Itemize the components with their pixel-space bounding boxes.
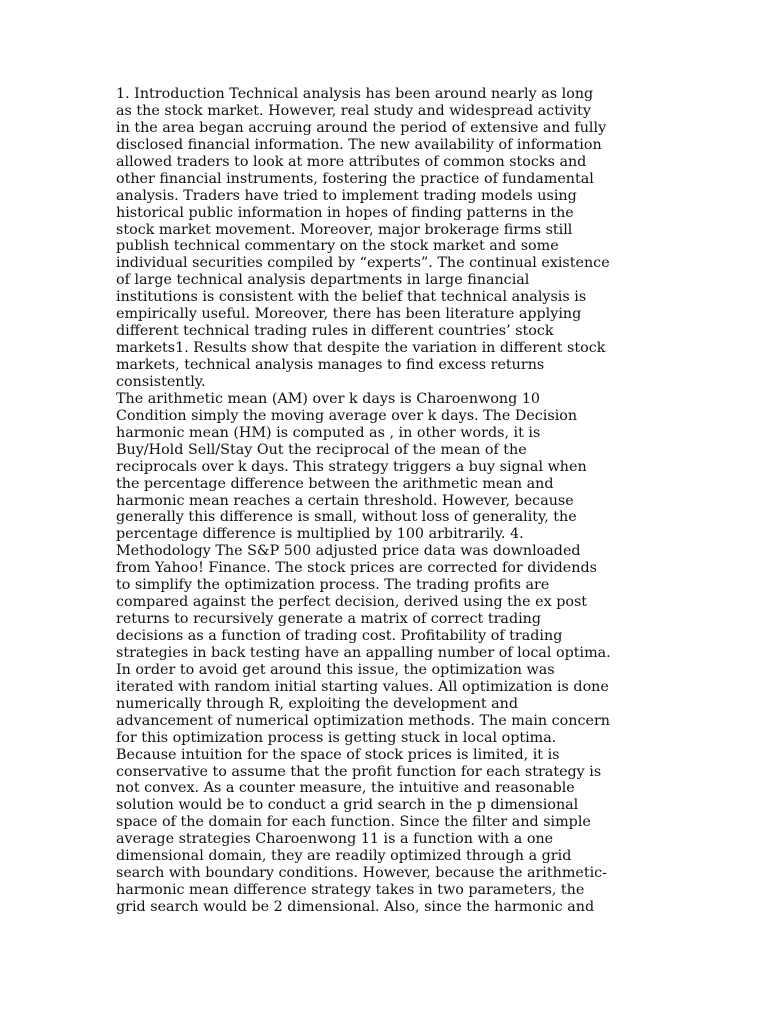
text-line: consistently. — [116, 373, 206, 390]
text-line: not convex. As a counter measure, the intuitive and reasonable — [116, 780, 575, 797]
text-line: disclosed financial information. The new availability of information — [116, 136, 602, 153]
body-text — [116, 86, 656, 916]
text-line: iterated with random initial starting values. All optimization is done — [116, 678, 609, 695]
text-line: strategies in back testing have an appalling number of local optima. — [116, 644, 611, 661]
text-line: returns to recursively generate a matrix of correct trading — [116, 611, 542, 628]
text-line: search with boundary conditions. However, because the arithmetic- — [116, 865, 608, 882]
text-line: empirically useful. Moreover, there has been literature applying — [116, 306, 582, 323]
text-line: generally this difference is small, without loss of generality, the — [116, 509, 577, 526]
text-line: historical public information in hopes of finding patterns in the — [116, 204, 574, 221]
text-line: solution would be to conduct a grid search in the p dimensional — [116, 797, 579, 814]
text-line: Because intuition for the space of stock prices is limited, it is — [116, 746, 560, 763]
text-line: percentage difference is multiplied by 100 arbitrarily. 4. — [116, 526, 524, 543]
text-line: individual securities compiled by “experts”. The continual existence — [116, 255, 610, 272]
text-line: Buy/Hold Sell/Stay Out the reciprocal of the mean of the — [116, 441, 527, 458]
text-line: reciprocals over k days. This strategy triggers a buy signal when — [116, 458, 587, 475]
text-line: Methodology The S&P 500 adjusted price data was downloaded — [116, 543, 581, 560]
text-line: 1. Introduction Technical analysis has been around nearly as long — [116, 86, 594, 102]
text-line: numerically through R, exploiting the development and — [116, 695, 518, 712]
text-line: for this optimization process is getting stuck in local optima. — [116, 729, 557, 746]
text-line: in the area began accruing around the period of extensive and fully — [116, 119, 607, 136]
text-line: markets1. Results show that despite the variation in different stock — [116, 340, 606, 357]
text-line: compared against the perfect decision, derived using the ex post — [116, 594, 588, 611]
text-line: Condition simply the moving average over k days. The Decision — [116, 407, 578, 424]
text-line: conservative to assume that the profit function for each strategy is — [116, 763, 602, 780]
text-line: different technical trading rules in different countries’ stock — [116, 323, 554, 340]
text-line: as the stock market. However, real study and widespread activity — [116, 102, 591, 119]
text-line: harmonic mean reaches a certain threshold. However, because — [116, 492, 574, 509]
text-line: The arithmetic mean (AM) over k days is Charoenwong 10 — [116, 390, 541, 407]
text-line: harmonic mean difference strategy takes in two parameters, the — [116, 882, 585, 899]
text-line: of large technical analysis departments in large financial — [116, 272, 530, 289]
text-line: In order to avoid get around this issue, the optimization was — [116, 661, 555, 678]
text-line: stock market movement. Moreover, major brokerage firms still — [116, 221, 573, 238]
text-line: space of the domain for each function. Since the filter and simple — [116, 814, 591, 831]
text-line: other financial instruments, fostering the practice of fundamental — [116, 170, 594, 187]
text-line: institutions is consistent with the belief that technical analysis is — [116, 289, 587, 306]
text-line: dimensional domain, they are readily optimized through a grid — [116, 848, 572, 865]
text-line: to simplify the optimization process. The trading profits are — [116, 577, 550, 594]
text-line: from Yahoo! Finance. The stock prices are corrected for dividends — [116, 560, 597, 577]
text-line: allowed traders to look at more attributes of common stocks and — [116, 153, 587, 170]
text-line: decisions as a function of trading cost. Profitability of trading — [116, 628, 563, 644]
text-line: markets, technical analysis manages to find excess returns — [116, 357, 545, 373]
text-line: analysis. Traders have tried to implement trading models using — [116, 187, 577, 204]
text-line: the percentage difference between the arithmetic mean and — [116, 475, 554, 492]
text-line: harmonic mean (HM) is computed as , in other words, it is — [116, 424, 541, 441]
text-line: advancement of numerical optimization methods. The main concern — [116, 712, 610, 729]
text-line: grid search would be 2 dimensional. Also, since the harmonic and — [116, 899, 595, 915]
text-line: publish technical commentary on the stock market and some — [116, 238, 559, 255]
text-line: average strategies Charoenwong 11 is a function with a one — [116, 831, 554, 848]
